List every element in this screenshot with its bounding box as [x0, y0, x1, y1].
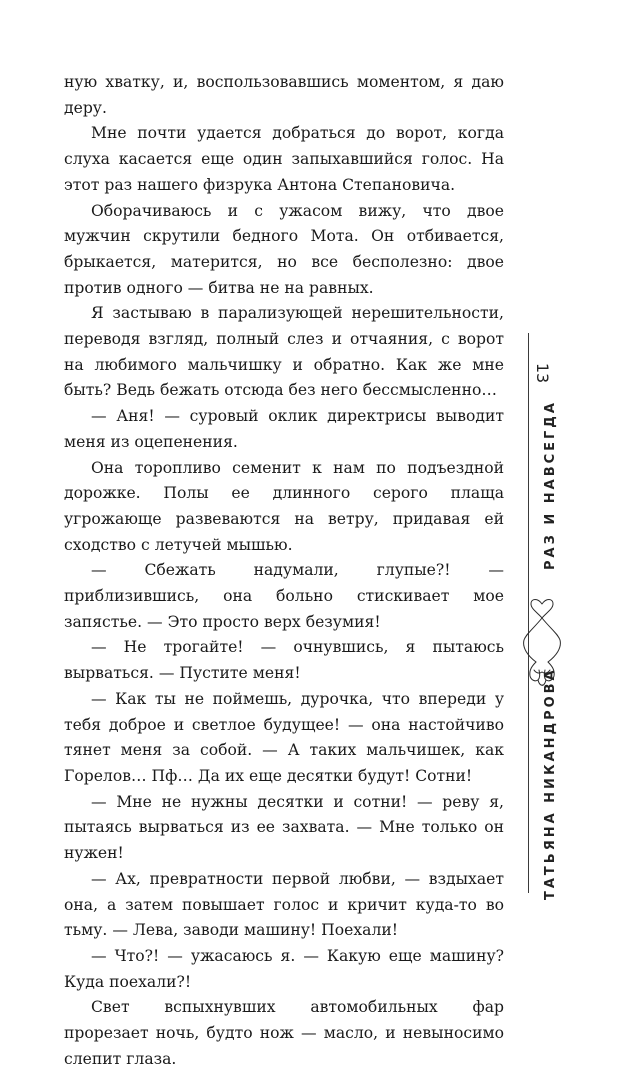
page-number: 13: [533, 362, 552, 384]
paragraph: Оборачиваюсь и с ужасом вижу, что двое мужчин скрутили бедного Мота. Он отбивается, брыкается, матерится, но все бесполезно: двое против одного — битва не на равных.: [64, 201, 504, 297]
paragraph: — Как ты не поймешь, дурочка, что впереди у тебя доброе и светлое будущее! — она настойчиво тянет меня за собой. — А таких мальчишек, как Горелов… Пф… Да их еще десятки будут! Сотни!: [64, 689, 504, 785]
paragraph: — Мне не нужны десятки и сотни! — реву я, пытаясь вырваться из ее захвата. — Мне только он нужен!: [64, 792, 504, 863]
paragraph: — Сбежать надумали, глупые?! — приблизившись, она больно стискивает мое запястье. — Это просто верх безумия!: [64, 561, 504, 631]
author-name: ТАТЬЯНА НИКАНДРОВА: [543, 667, 558, 900]
hands-heart-icon: [512, 590, 572, 690]
paragraph: Мне почти удается добраться до ворот, когда слуха касается еще один запыхавшийся голос. На этот раз нашего физрука Антона Степановича.: [64, 124, 504, 194]
paragraph: — Что?! — ужасаюсь я. — Какую еще машину? Куда поехали?!: [64, 946, 504, 991]
paragraph: Свет вспыхнувших автомобильных фар прорезает ночь, будто нож — масло, и невыносимо слепит глаза.: [64, 998, 504, 1068]
body-text: [64, 70, 504, 1072]
paragraph: Она торопливо семенит к нам по подъездной дорожке. Полы ее длинного серого плаща угрожающе развеваются на ветру, придавая ей сходство с летучей мышью.: [64, 458, 504, 554]
paragraph: — Не трогайте! — очнувшись, я пытаюсь вырваться. — Пустите меня!: [64, 638, 504, 683]
paragraph: — Аня! — суровый оклик директрисы выводит меня из оцепенения.: [64, 407, 504, 451]
paragraph: ную хватку, и, воспользовавшись моментом, я даю деру.: [64, 73, 504, 117]
paragraph: — Ах, превратности первой любви, — вздыхает она, а затем повышает голос и кричит куда-то во тьму. — Лева, заводи машину! Поехали!: [64, 869, 504, 940]
paragraph: Я застываю в парализующей нерешительности, переводя взгляд, полный слез и отчаяния, с ворот на любимого мальчишку и обратно. Как же мне быть? Ведь бежать отсюда без него бессмысленно…: [64, 304, 504, 400]
running-title: РАЗ И НАВСЕГДА: [543, 400, 558, 570]
